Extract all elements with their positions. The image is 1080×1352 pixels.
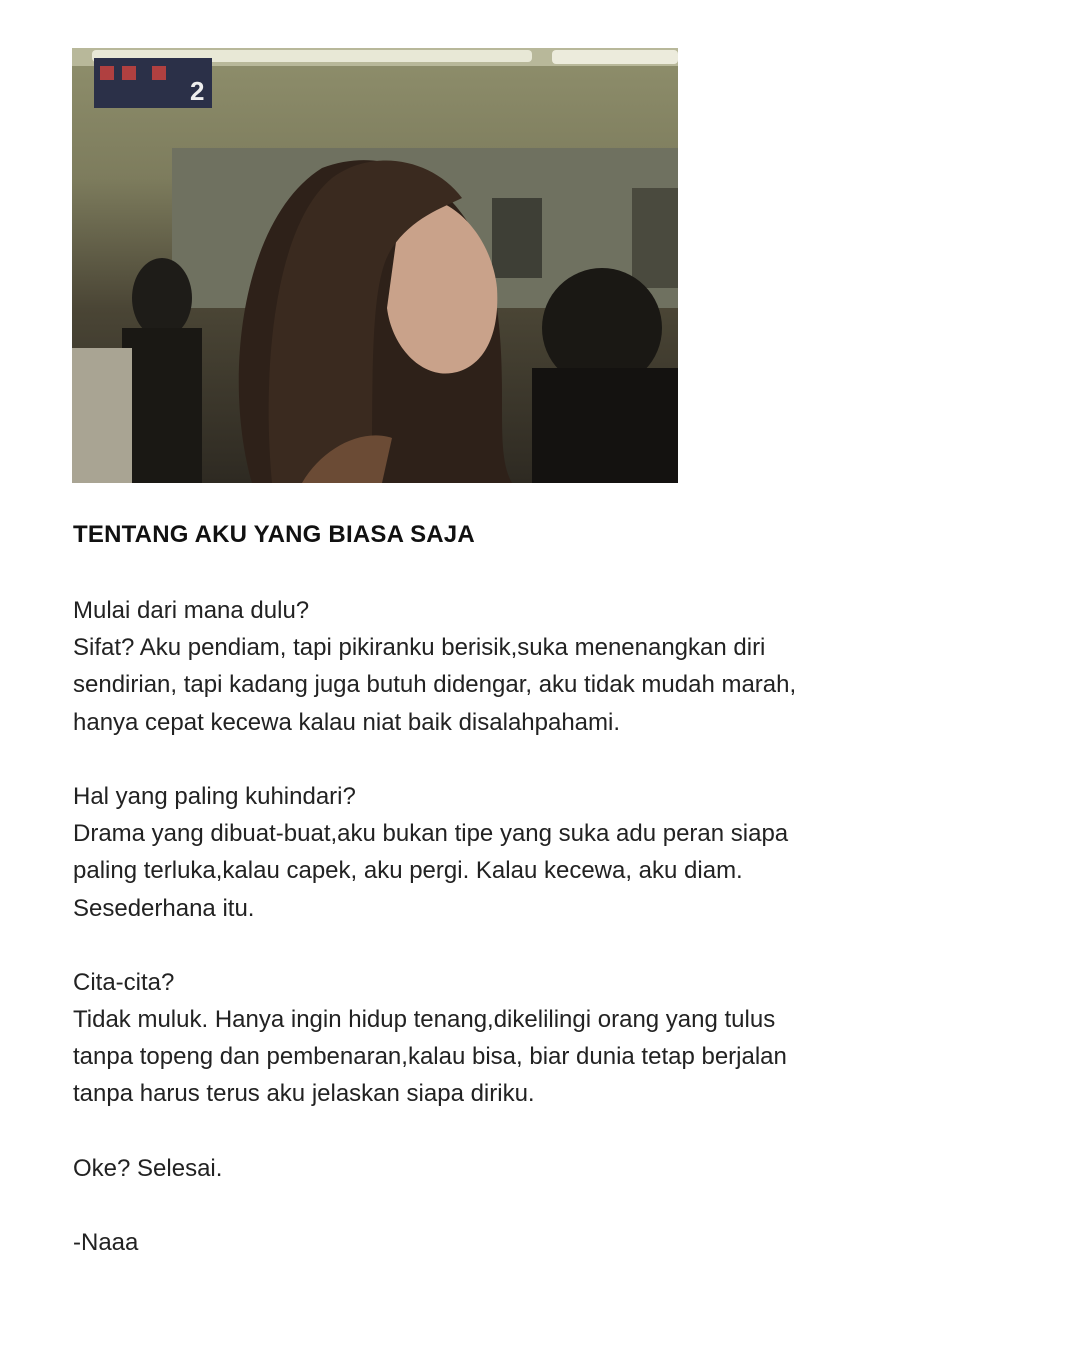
photo-illustration [72, 48, 678, 483]
text-line: tanpa topeng dan pembenaran,kalau bisa, biar dunia tetap berjalan [73, 1043, 787, 1071]
paragraph-gap [73, 1187, 796, 1224]
text-line: Drama yang dibuat-buat,aku bukan tipe yang suka adu peran siapa [73, 820, 789, 848]
paragraph-gap [73, 741, 796, 778]
paragraph-gap [73, 927, 796, 964]
text-line: Mulai dari mana dulu? [73, 597, 310, 624]
text-line: paling terluka,kalau capek, aku pergi. Kalau kecewa, aku diam. [73, 857, 743, 885]
paragraph-aspirations [73, 964, 796, 1113]
signature: -Naaa [73, 1229, 139, 1257]
svg-text:2: 2 [190, 76, 205, 106]
text-line: tanpa harus terus aku jelaskan siapa diriku. [73, 1080, 535, 1108]
post-body [73, 592, 796, 1261]
text-line: sendirian, tapi kadang juga butuh didengar, aku tidak mudah marah, [73, 671, 797, 699]
text-line: Sifat? Aku pendiam, tapi pikiranku berisik,suka menenangkan diri [73, 634, 766, 662]
text-line: Sesederhana itu. [73, 894, 255, 922]
text-line: Hal yang paling kuhindari? [73, 782, 356, 810]
text-line: Cita-cita? [73, 968, 175, 996]
text-line: hanya cepat kecewa kalau niat baik disalahpahami. [73, 708, 621, 736]
post-title: TENTANG AKU YANG BIASA SAJA [73, 521, 475, 548]
paragraph-avoidances [73, 778, 796, 927]
header-photo [72, 48, 678, 483]
paragraph-gap [73, 1113, 796, 1150]
paragraph-about-personality [73, 592, 796, 741]
text-line: Tidak muluk. Hanya ingin hidup tenang,dikelilingi orang yang tulus [73, 1006, 776, 1034]
closing-line: Oke? Selesai. [73, 1154, 223, 1182]
